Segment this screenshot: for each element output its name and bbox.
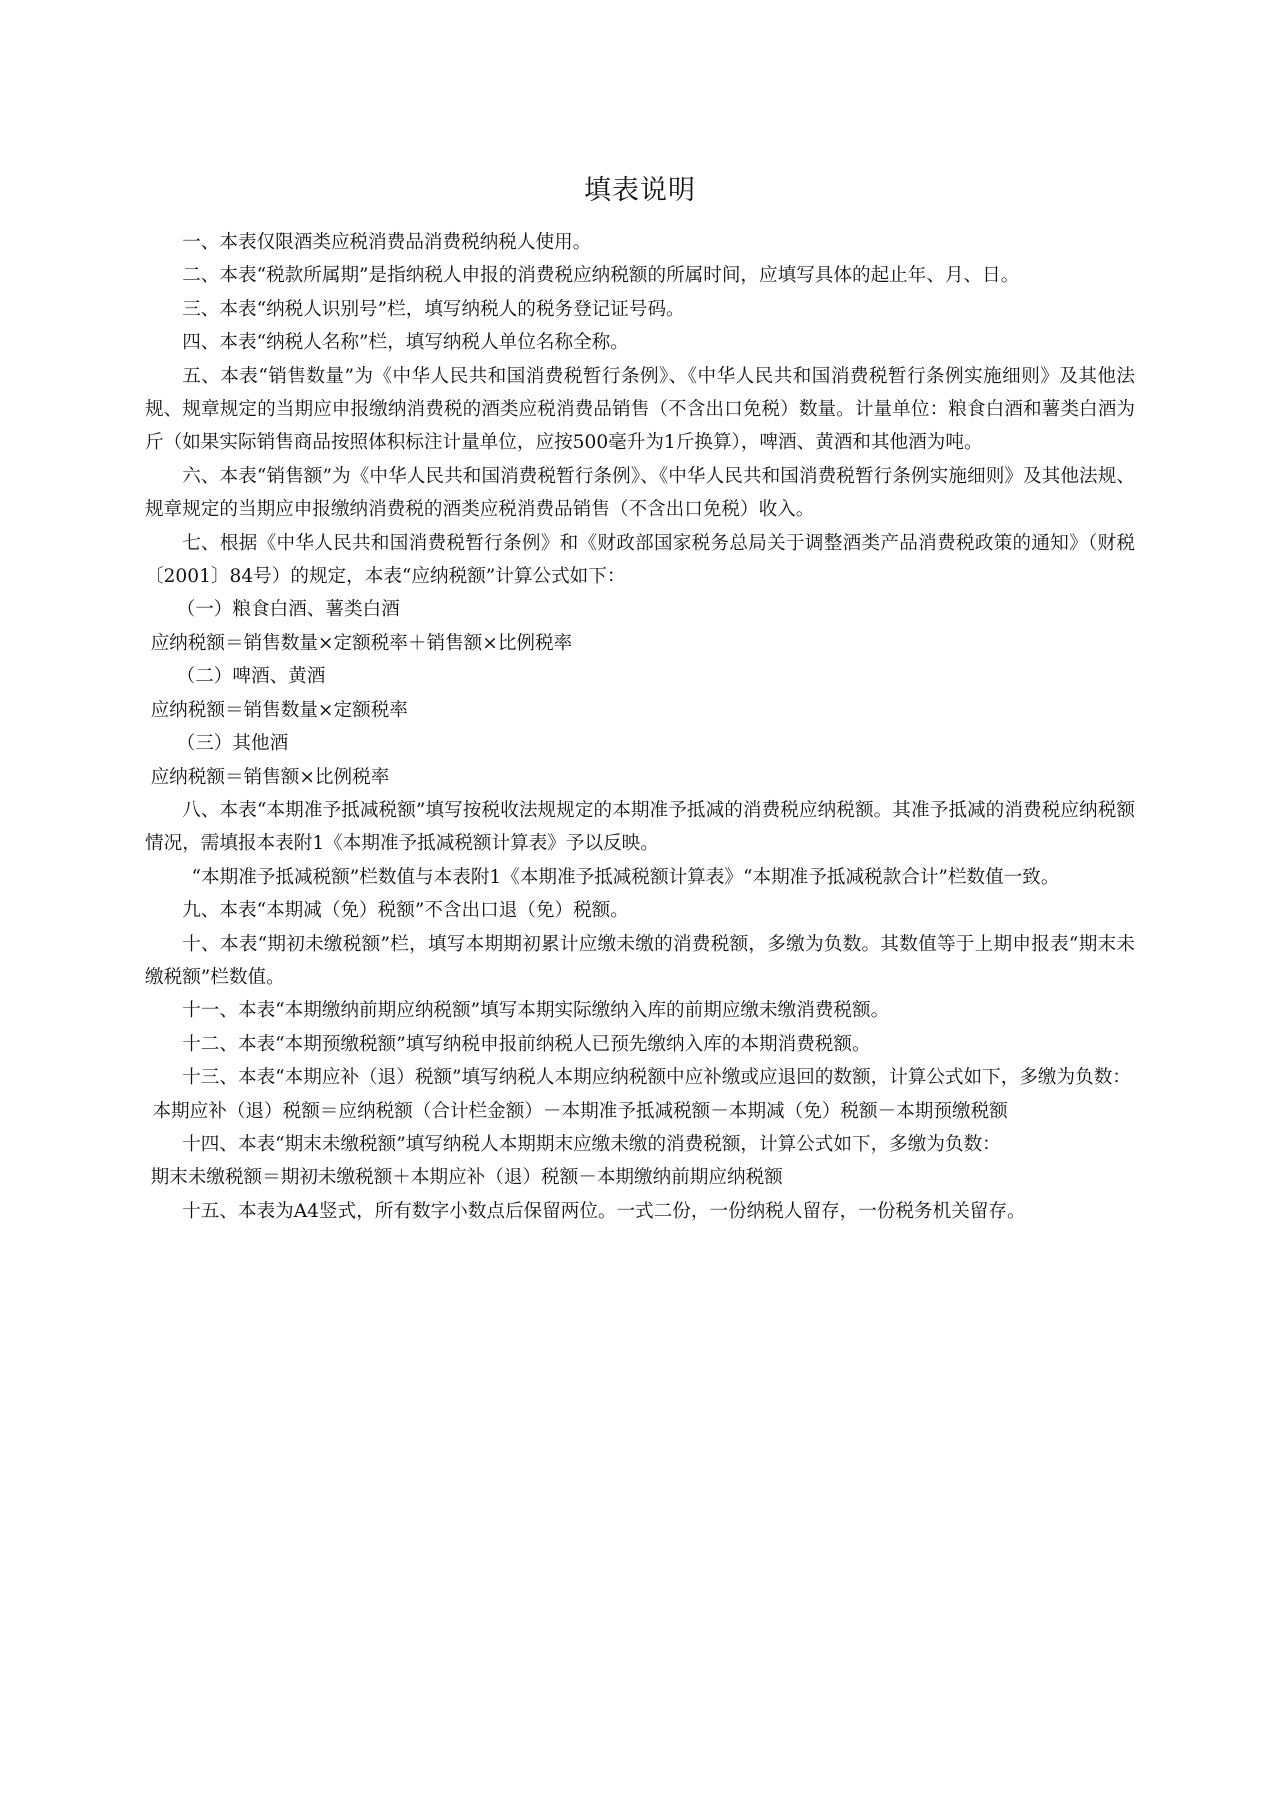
paragraph-13: 十三、本表“本期应补（退）税额”填写纳税人本期应纳税额中应补缴或应退回的数额，计算公式如下，多缴为负数：: [182, 1067, 1131, 1089]
paragraph-12: 十二、本表“本期预缴税额”填写纳税申报前纳税人已预先缴纳入库的本期消费税额。: [182, 1033, 871, 1055]
paragraph-3: 三、本表“纳税人识别号”栏，填写纳税人的税务登记证号码。: [182, 298, 685, 320]
paragraph-8: 八、本表“本期准予抵减税额”填写按税收法规规定的本期准予抵减的消费税应纳税额。其准予抵减的消费税应纳税额情况，需填报本表附1《本期准予抵减税额计算表》予以反映。: [145, 799, 1135, 855]
paragraph-1: 一、本表仅限酒类应税消费品消费税纳税人使用。: [182, 232, 592, 253]
subheading-other-liquor: （三）其他酒: [176, 733, 289, 755]
formula-beer: 应纳税额＝销售数量×定额税率: [150, 699, 408, 721]
subheading-grain-liquor: （一）粮食白酒、薯类白酒: [176, 599, 400, 621]
paragraph-4: 四、本表“纳税人名称”栏，填写纳税人单位名称全称。: [182, 332, 629, 354]
paragraph-11: 十一、本表“本期缴纳前期应纳税额”填写本期实际缴纳入库的前期应缴未缴消费税额。: [182, 1000, 890, 1022]
paragraph-7: 七、根据《中华人民共和国消费税暂行条例》和《财政部国家税务总局关于调整酒类产品消费税政策的通知》（财税〔2001〕84号）的规定，本表“应纳税额”计算公式如下：: [145, 532, 1135, 588]
paragraph-6: 六、本表“销售额”为《中华人民共和国消费税暂行条例》、《中华人民共和国消费税暂行条例实施细则》及其他法规、规章规定的当期应申报缴纳消费税的酒类应税消费品销售（不含出口免税）收入。: [145, 465, 1135, 521]
formula-refund: 本期应补（退）税额＝应纳税额（合计栏金额）－本期准予抵减税额－本期减（免）税额－本期预缴税额: [152, 1100, 1008, 1122]
instructions-body: [145, 226, 1135, 1228]
paragraph-14: 十四、本表“期末未缴税额”填写纳税人本期期末应缴未缴的消费税额，计算公式如下，多缴为负数：: [182, 1133, 1001, 1155]
subheading-beer: （二）啤酒、黄酒: [176, 666, 326, 688]
paragraph-15: 十五、本表为A4竖式，所有数字小数点后保留两位。一式二份，一份纳税人留存，一份税务机关留存。: [182, 1200, 1026, 1222]
paragraph-8-note: “本期准予抵减税额”栏数值与本表附1《本期准予抵减税额计算表》“本期准予抵减税款合计”栏数值一致。: [191, 866, 1060, 888]
paragraph-5: 五、本表“销售数量”为《中华人民共和国消费税暂行条例》、《中华人民共和国消费税暂行条例实施细则》及其他法规、规章规定的当期应申报缴纳消费税的酒类应税消费品销售（不含出口免税）数量。计量单位：粮食白酒和薯类白酒为斤（如果实际销售商品按照体积标注计量单位，应按500毫升为1斤换算），啤酒、黄酒和其他酒为吨。: [145, 365, 1135, 454]
formula-ending-unpaid: 期末未缴税额＝期初未缴税额＋本期应补（退）税额－本期缴纳前期应纳税额: [150, 1167, 783, 1189]
formula-grain-liquor: 应纳税额＝销售数量×定额税率＋销售额×比例税率: [150, 632, 573, 654]
paragraph-2: 二、本表“税款所属期”是指纳税人申报的消费税应纳税额的所属时间，应填写具体的起止年、月、日。: [182, 265, 1020, 287]
formula-other-liquor: 应纳税额＝销售额×比例税率: [150, 766, 390, 788]
page-title: 填表说明: [584, 175, 696, 206]
paragraph-9: 九、本表“本期减（免）税额”不含出口退（免）税额。: [182, 900, 629, 922]
paragraph-10: 十、本表“期初未缴税额”栏，填写本期期初累计应缴未缴的消费税额，多缴为负数。其数值等于上期申报表“期末未缴税额”栏数值。: [145, 933, 1135, 988]
